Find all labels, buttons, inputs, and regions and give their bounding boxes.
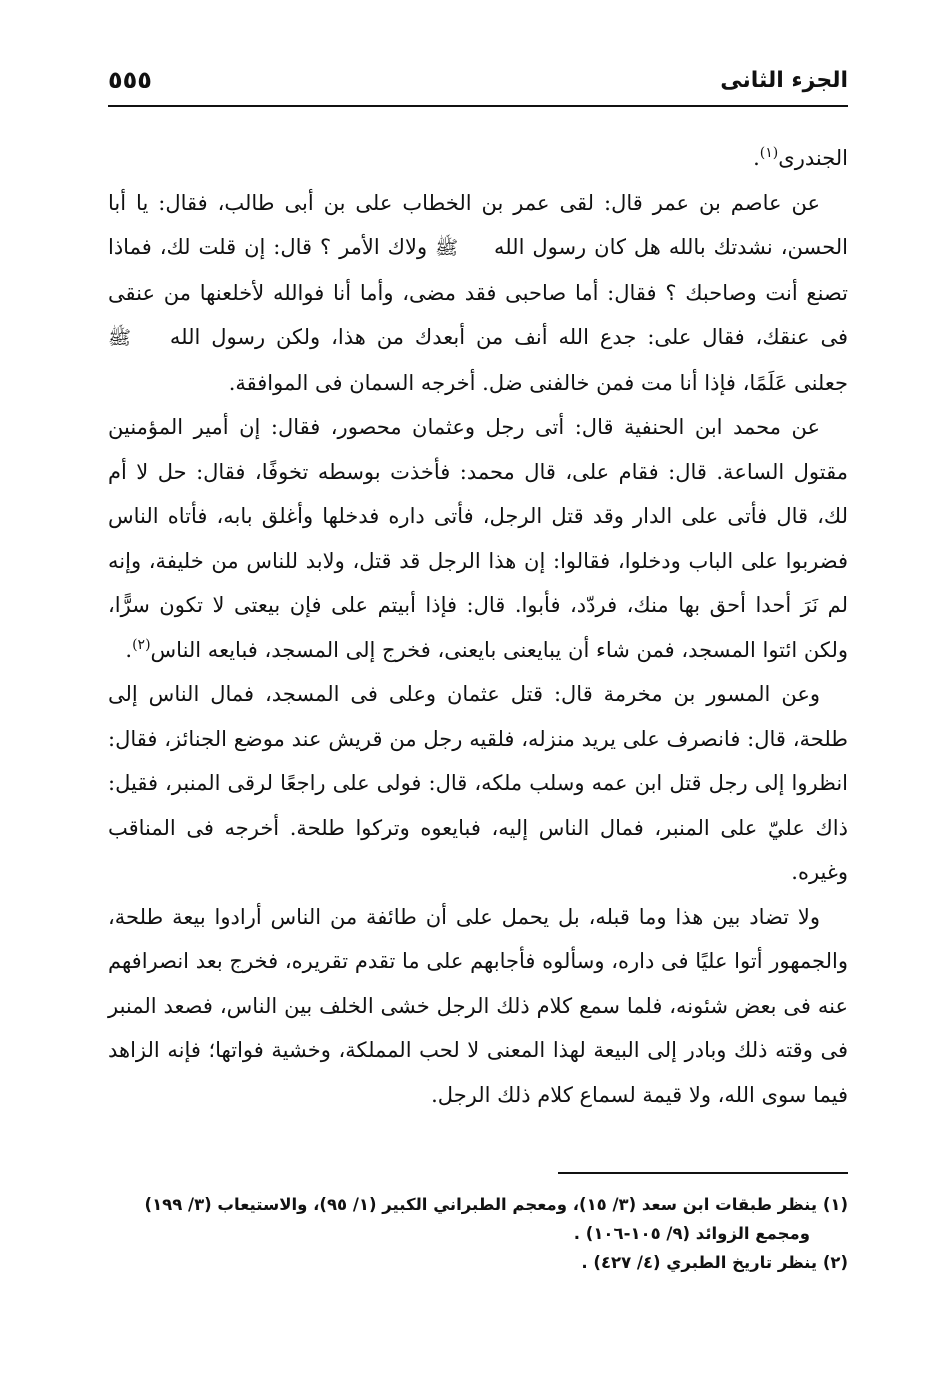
footnote-marker: (١) (759, 145, 779, 161)
footnote-1: (١) ينظر طبقات ابن سعد (٣/ ١٥)، ومعجم الطبراني الكبير (١/ ٩٥)، والاستيعاب (٣/ ١٩٩) (144, 1195, 848, 1214)
header-divider (108, 105, 848, 107)
paragraph: عن عاصم بن عمر قال: لقى عمر بن الخطاب على بن أبى طالب، فقال: يا أبا الحسن، نشدتك بالله هل كان رسول الله ﷺ ولاك الأمر ؟ قال: إن قلت لك، فماذا تصنع أنت وصاحبك ؟ فقال: أما صاحبى فقد مضى، وأما أنا فوالله لأخلعنها من عنقى فى عنقك، فقال على: جدع الله أنف من أبعدك من هذا، ولكن رسول الله ﷺ جعلنى عَلَمًا، فإذا أنا مت فمن خالفنى ضل. أخرجه السمان فى الموافقة. (108, 190, 848, 395)
running-title: الجزء الثانى (720, 68, 848, 93)
footnotes (108, 1190, 848, 1277)
salla-ligature: ﷺ (108, 327, 131, 349)
paragraph: وعن المسور بن مخرمة قال: قتل عثمان وعلى فى المسجد، فمال الناس إلى طلحة، قال: فانصرف على يريد منزله، فلقيه رجل من قريش عند موضع الجنائز، فقال: انظروا إلى رجل قتل ابن عمه وسلب ملكه، قال: فولى على راجعًا لرقى المنبر، فقيل: ذاك عليّ على المنبر، فمال الناس إليه، فبايعوه وتركوا طلحة. أخرجه فى المناقب وغيره. (108, 682, 848, 884)
paragraph: عن محمد ابن الحنفية قال: أتى رجل وعثمان محصور، فقال: إن أمير المؤمنين مقتول الساعة. قال: فقام على، قال محمد: فأخذت بوسطه تخوفًا، فقال: حل لا أم لك، قال فأتى على الدار وقد قتل الرجل، فأتى داره فدخلها وأغلق بابه، فأتاه الناس فضربوا على الباب ودخلوا، فقالوا: إن هذا الرجل قد قتل، ولابد للناس من خليفة، وإنه لم نَرَ أحدا أحق بها منك، فردّد، فأبوا. قال: فإذا أبيتم على فإن بيعتى لا تكون سرًّا، ولكن ائتوا المسجد، فمن شاء أن يبايعنى بايعنى، فخرج إلى المسجد، فبايعه الناس$^{(٢)}$. (108, 415, 848, 662)
main-text (108, 136, 848, 1117)
paragraph: ولا تضاد بين هذا وما قبله، بل يحمل على أن طائفة من الناس أرادوا بيعة طلحة، والجمهور أتوا عليًا فى داره، وسألوه فأجابهم على ما تقدم تقريره، فخرج بعد انصرافهم عنه فى بعض شئونه، فلما سمع كلام ذلك الرجل خشى الخلف بين الناس، فصعد المنبر فى وقته ذلك وبادر إلى البيعة لهذا المعنى لا لحب المملكة، وخشية فواتها؛ فإنه الزاهد فيما سوى الله، ولا قيمة لسماع كلام ذلك الرجل. (108, 904, 848, 1107)
continuation-line: الجندرى$^{(١)}$. (753, 145, 848, 170)
book-page (108, 62, 848, 1332)
salla-ligature: ﷺ (435, 237, 459, 259)
page-number: ٥٥٥ (108, 66, 152, 94)
page-header (108, 62, 848, 100)
footnote-divider (558, 1172, 848, 1174)
footnote-2: (٢) ينظر تاريخ الطبري (٤/ ٤٢٧) . (581, 1253, 848, 1272)
footnote-1-continuation: ومجمع الزوائد (٩/ ١٠٥-١٠٦) . (573, 1224, 810, 1243)
footnote-marker: (٢) (132, 636, 151, 653)
